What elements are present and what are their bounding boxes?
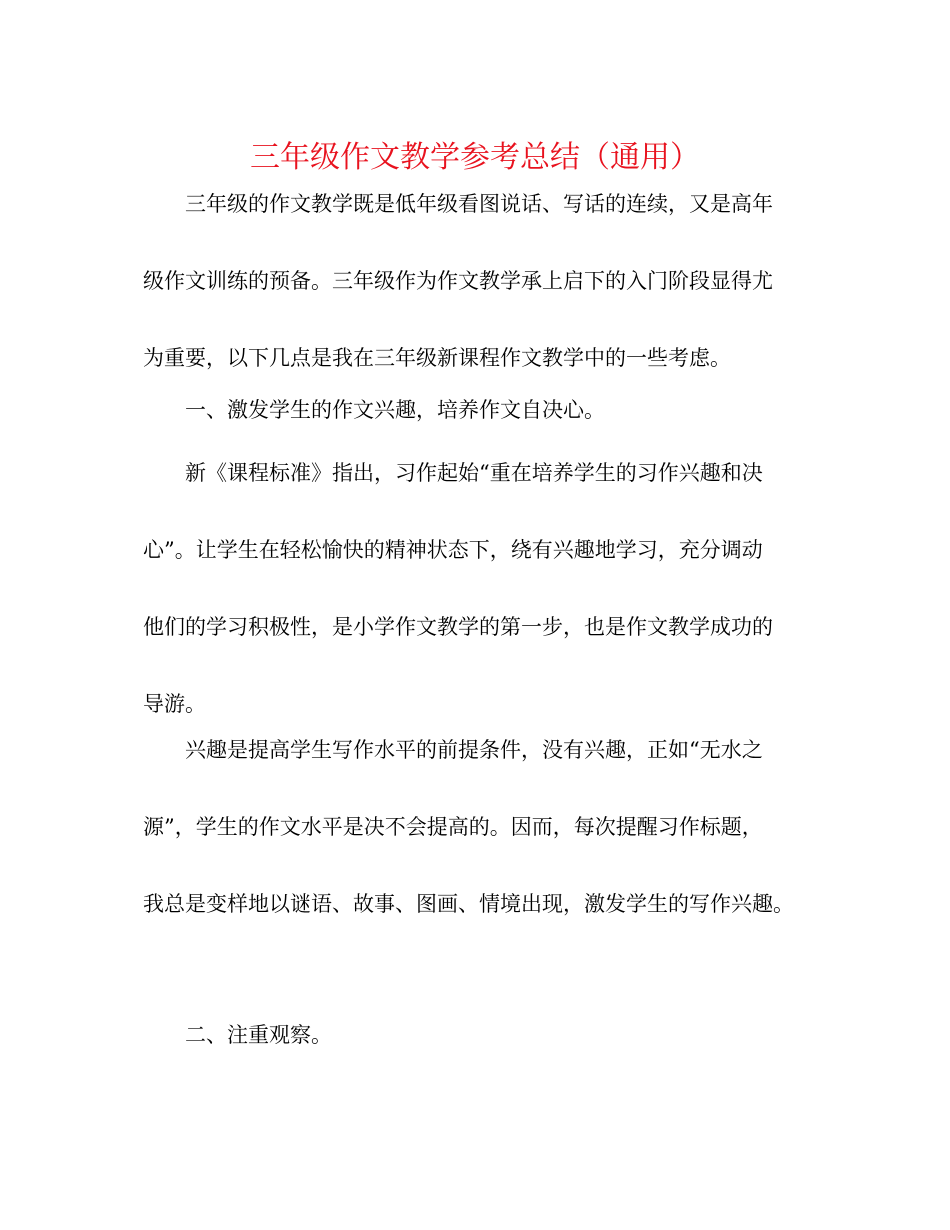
paragraph-line: 为重要，以下几点是我在三年级新课程作文教学中的一些考虑。 — [143, 346, 731, 370]
paragraph-curriculum-standard — [143, 435, 813, 743]
paragraph-line: 导游。 — [143, 692, 206, 716]
paragraph-intro — [143, 166, 813, 397]
paragraph-line: 兴趣是提高学生写作水平的前提条件，没有兴趣，正如“无水之 — [185, 738, 763, 762]
section-heading-text: 一、激发学生的作文兴趣，培养作文自决心。 — [185, 398, 605, 422]
paragraph-line: 源”，学生的作文水平是决不会提高的。因而，每次提醒习作标题， — [143, 815, 763, 839]
paragraph-line: 我总是变样地以谜语、故事、图画、情境出现，激发学生的写作兴趣。 — [143, 892, 794, 916]
section-heading-text: 二、注重观察。 — [185, 1023, 332, 1047]
section-heading-2 — [143, 997, 813, 1074]
paragraph-line: 三年级的作文教学既是低年级看图说话、写话的连续，又是高年 — [185, 192, 773, 216]
paragraph-line: 他们的学习积极性，是小学作文教学的第一步，也是作文教学成功的 — [143, 615, 773, 639]
paragraph-line: 级作文训练的预备。三年级作为作文教学承上启下的入门阶段显得尤 — [143, 269, 773, 293]
paragraph-line: 新《课程标准》指出，习作起始“重在培养学生的习作兴趣和决 — [185, 461, 763, 485]
paragraph-interest — [143, 712, 813, 943]
document-title: 三年级作文教学参考总结（通用） — [250, 140, 700, 175]
paragraph-line: 心”。让学生在轻松愉快的精神状态下，绕有兴趣地学习，充分调动 — [143, 538, 763, 562]
